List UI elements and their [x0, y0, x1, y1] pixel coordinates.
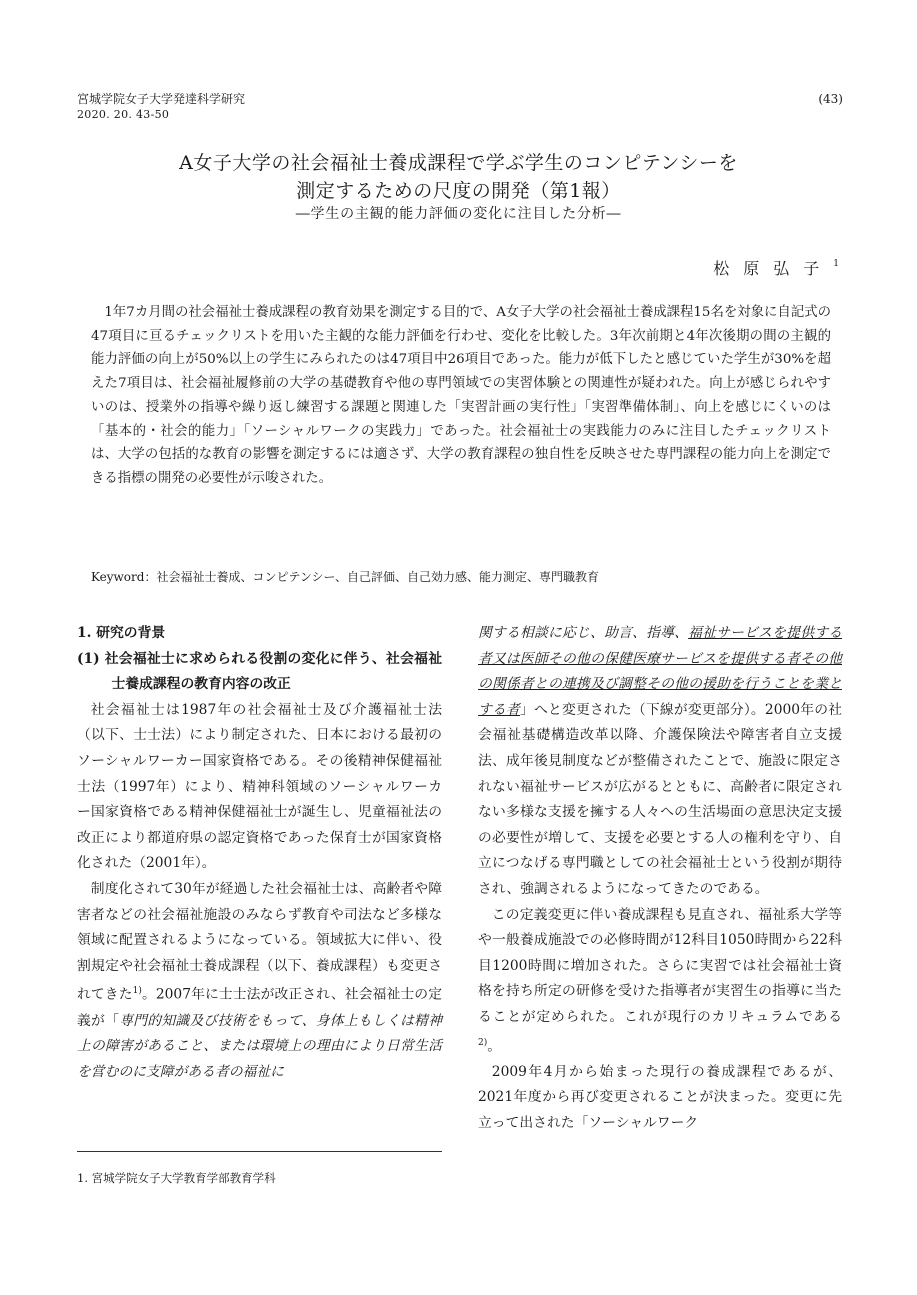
author — [713, 256, 839, 279]
section-heading: 1. 研究の背景 — [77, 625, 166, 641]
paragraph-text: 」へと変更された（下線が変更部分）。2000年の社会福祉基礎構造改革以降、介護保険法や障害者自立支援法、成年後見制度などが整備されたことで、施設に限定されない福祉サービスが広がるとともに、高齢者に限定されない多様な支援を擁する人々への生活場面の意思決定支援の必要性が増して、支援を必要とする人の権利を守り、自立につなげる専門職としての社会福祉士という役割が期待され、強調されるようになってきたのである。 — [478, 701, 843, 897]
footnote-divider — [77, 1151, 442, 1152]
keywords: Keyword：社会福祉士養成、コンピテンシー、自己評価、自己効力感、能力測定、専門職教育 — [91, 570, 600, 584]
paper-title-line-2: 測定するための尺度の開発（第1報） — [296, 180, 621, 202]
body-paragraph-3 — [478, 903, 842, 1060]
page-number: (43) — [818, 92, 843, 106]
author-affiliation-mark: 1 — [833, 258, 839, 269]
paragraph-text: この定義変更に伴い養成課程も見直され、福祉系大学等や一般養成施設での必修時間が12科目1050時間から22科目1200時間に増加された。さらに実習では社会福祉士資格を持ち所定の研修を受けた指導者が実習生の指導に当たることが定められた。これが現行のカリキュラムである — [478, 906, 842, 1025]
journal-name: 宮城学院女子大学発達科学研究 — [77, 92, 246, 106]
body-paragraph-4: 2009年4月から始まった現行の養成課程であるが、2021年度から再び変更されることが決まった。変更に先立って出された「ソーシャルワーク — [478, 1063, 842, 1131]
definition-quote: 専門的知識及び技術をもって、身体上もしくは精神上の障害があること、または環境上の理由により日常生活を営むのに支障がある者の福祉に — [77, 1012, 442, 1080]
citation-ref: 2) — [478, 1037, 488, 1048]
body-paragraph-2 — [77, 877, 442, 1085]
body-paragraph-1: 社会福祉士は1987年の社会福祉士及び介護福祉士法（以下、士士法）により制定された、日本における最初のソーシャルワーカー国家資格である。その後精神保健福祉士法（1997年）により、精神科領域のソーシャルワーカー国家資格である精神保健福祉士が誕生し、児童福祉法の改正により都道府県の認定資格であった保育士が国家資格化された（2001年）。 — [77, 701, 442, 872]
left-column — [77, 621, 442, 1085]
journal-volume: 2020. 20. 43-50 — [77, 108, 170, 121]
paragraph-text: 。 — [487, 1038, 502, 1055]
citation-ref: 1) — [132, 986, 142, 997]
paragraph-text: 。2007年に士士法が改正され、社会福祉士の定義が「 — [77, 986, 442, 1029]
paper-subtitle: ―学生の主観的能力評価の変化に注目した分析― — [295, 206, 622, 222]
subsection-heading: (1) 社会福祉士に求められる役割の変化に伴う、社会福祉士養成課程の教育内容の改正 — [77, 650, 442, 693]
abstract: 1年7カ月間の社会福祉士養成課程の教育効果を測定する目的で、A女子大学の社会福祉士養成課程15名を対象に自記式の47項目に亘るチェックリストを用いた主観的な能力評価を行わせ、変化を比較した。3年次前期と4年次後期の間の主観的能力評価の向上が50%以上の学生にみられたのは47項目中26項目であった。能力が低下したと感じていた学生が30%を超えた7項目は、社会福祉履修前の大学の基礎教育や他の専門領域での実習体験との関連性が疑われた。向上が感じられやすいのは、授業外の指導や繰り返し練習する課題と関連した「実習計画の実行性」「実習準備体制」、向上を感じにくいのは「基本的・社会的能力」「ソーシャルワークの実践力」であった。社会福祉士の実践能力のみに注目したチェックリストは、大学の包括的な教育の影響を測定するには適さず、大学の教育課程の独自性を反映させた専門課程の能力向上を測定できる指標の開発の必要性が示唆された。 — [91, 305, 831, 486]
right-column — [478, 621, 842, 1136]
paragraph-text: 制度化されて30年が経過した社会福祉士は、高齢者や障害者などの社会福祉施設のみならず教育や司法など多様な領域に配置されるようになっている。領域拡大に伴い、役割規定や社会福祉士養成課程（以下、養成課程）も変更されてきた — [77, 880, 442, 1003]
definition-quote: 関する相談に応じ、助言、指導、 — [478, 625, 689, 641]
underlined-definition: 福祉サービスを提供する者又は医師その他の保健医療サービスを提供する者その他の関係者との連携及び調整その他の援助を行うことを業とする者 — [478, 625, 843, 718]
paper-title-line-1: A女子大学の社会福祉士養成課程で学ぶ学生のコンピテンシーを — [179, 152, 738, 174]
footnote-affiliation: 1. 宮城学院女子大学教育学部教育学科 — [77, 1171, 276, 1185]
author-name: 松原弘子 — [713, 259, 834, 278]
body-paragraph-continued — [478, 621, 842, 903]
